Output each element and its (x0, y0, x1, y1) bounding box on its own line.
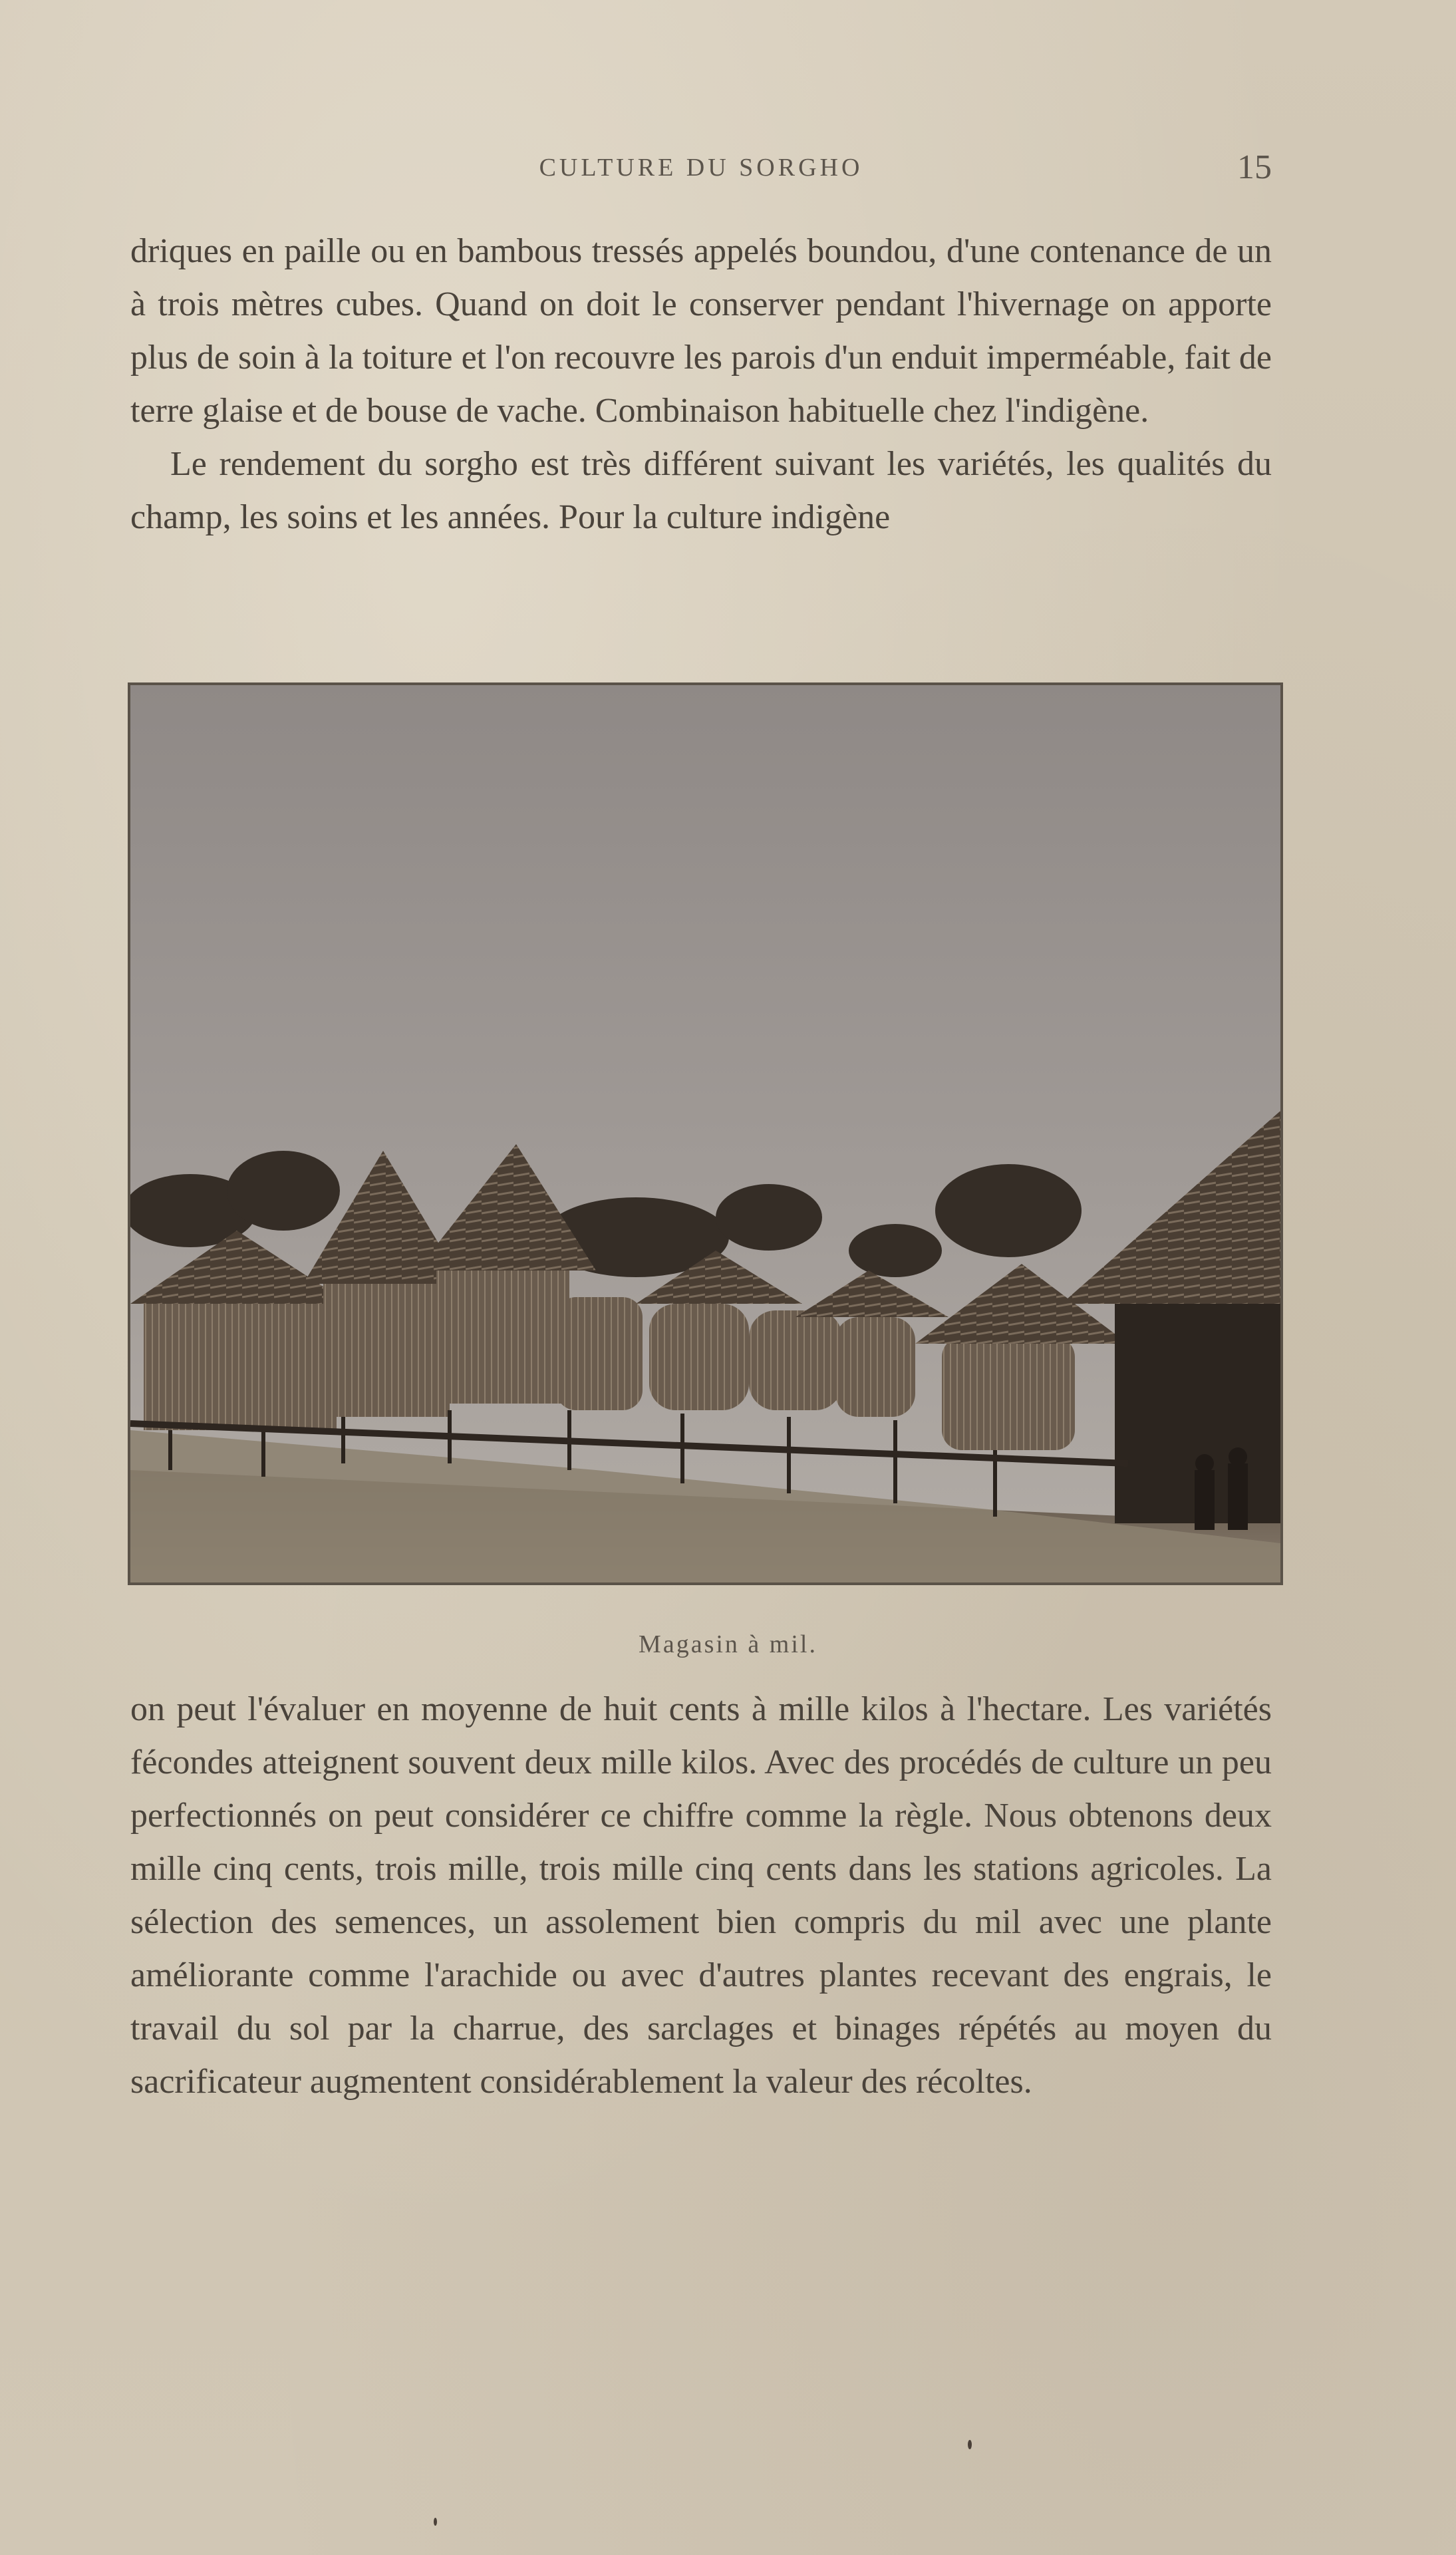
running-head (130, 148, 1272, 200)
photograph-granaries (128, 682, 1283, 1585)
paragraph: driques en paille ou en bambous tressés appelés boundou, d'une contenance de un à trois mètres cubes. Quand on doit le conserver pendant l'hivernage on apporte plus de soin à la toiture et l'on recouvre les parois d'un enduit imperméable, fait de terre glaise et de bouse de vache. Combinaison habituelle chez l'indigène. (130, 232, 1272, 430)
photograph-image (130, 685, 1280, 1582)
page-number: 15 (1237, 148, 1272, 186)
ink-speck (434, 2518, 437, 2526)
paragraph: on peut l'évaluer en moyenne de huit cents à mille kilos à l'hectare. Les variétés fécondes atteignent souvent deux mille kilos. Avec des procédés de culture un peu perfectionnés on peut considérer ce chiffre comme la règle. Nous obtenons deux mille cinq cents, trois mille, trois mille cinq cents dans les stations agricoles. La sélection des semences, un assolement bien compris du mil avec une plante améliorante comme l'arachide ou avec d'autres plantes recevant des engrais, le travail du sol par la charrue, des sarclages et binages répétés au moyen du sacrificateur augmentent considérablement la valeur des récoltes. (130, 1690, 1272, 2101)
running-title: CULTURE DU SORGHO (539, 154, 863, 182)
text-block-bottom (130, 1683, 1272, 2109)
text-block-top (130, 225, 1272, 544)
ink-speck (968, 2440, 972, 2449)
figure-caption: Magasin à mil. (639, 1630, 817, 1658)
paragraph: Le rendement du sorgho est très différent suivant les variétés, les qualités du champ, les soins et les années. Pour la culture indigène (130, 445, 1272, 536)
